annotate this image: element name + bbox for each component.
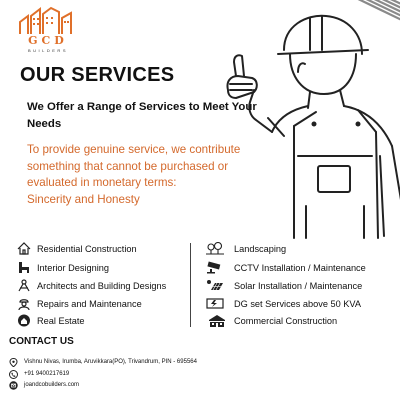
contact-website[interactable]: joandcobuilders.com <box>24 382 80 388</box>
description-body: To provide genuine service, we contribute something that cannot be purchased or evaluated in monetary terms: <box>27 143 241 190</box>
offer-heading: We Offer a Range of Services to Meet Your Needs <box>27 101 257 130</box>
page-title: OUR SERVICES <box>20 64 175 86</box>
service-solar: Solar Installation / Maintenance <box>234 281 363 291</box>
contact-address: Vishnu Nivas, Irumba, Aruvikkara(PO), Trivandrum, PIN - 695564 <box>24 359 197 365</box>
contact-phone[interactable]: +91 9400217619 <box>24 371 70 377</box>
house-plan-icon <box>17 242 31 255</box>
service-cctv: CCTV Installation / Maintenance <box>234 263 366 273</box>
location-pin-icon <box>9 358 18 367</box>
contact-heading: CONTACT US <box>9 336 74 347</box>
interior-chair-icon <box>17 261 31 274</box>
services-divider <box>190 243 191 327</box>
web-icon <box>9 381 18 390</box>
logo-tagline: BUILDERS <box>27 48 68 53</box>
motto-text: Sincerity and Honesty <box>27 192 140 206</box>
real-estate-icon <box>17 314 31 327</box>
landscape-tree-icon <box>206 242 224 255</box>
commercial-building-icon <box>208 314 226 327</box>
service-commercial-construction: Commercial Construction <box>234 316 338 326</box>
architect-compass-icon <box>17 279 31 292</box>
service-real-estate: Real Estate <box>37 316 85 326</box>
phone-icon <box>9 370 18 379</box>
generator-icon <box>206 297 224 310</box>
repair-worker-icon <box>17 297 31 310</box>
service-residential-construction: Residential Construction <box>37 244 137 254</box>
service-repairs-maintenance: Repairs and Maintenance <box>37 299 142 309</box>
service-architects-building-designs: Architects and Building Designs <box>37 281 167 291</box>
cctv-camera-icon <box>206 261 224 274</box>
service-landscaping: Landscaping <box>234 244 287 254</box>
solar-panel-icon <box>206 279 224 292</box>
service-dg-set: DG set Services above 50 KVA <box>234 299 361 309</box>
description-text <box>27 142 257 208</box>
service-interior-designing: Interior Designing <box>37 263 110 273</box>
logo-name: GCD <box>28 34 68 47</box>
